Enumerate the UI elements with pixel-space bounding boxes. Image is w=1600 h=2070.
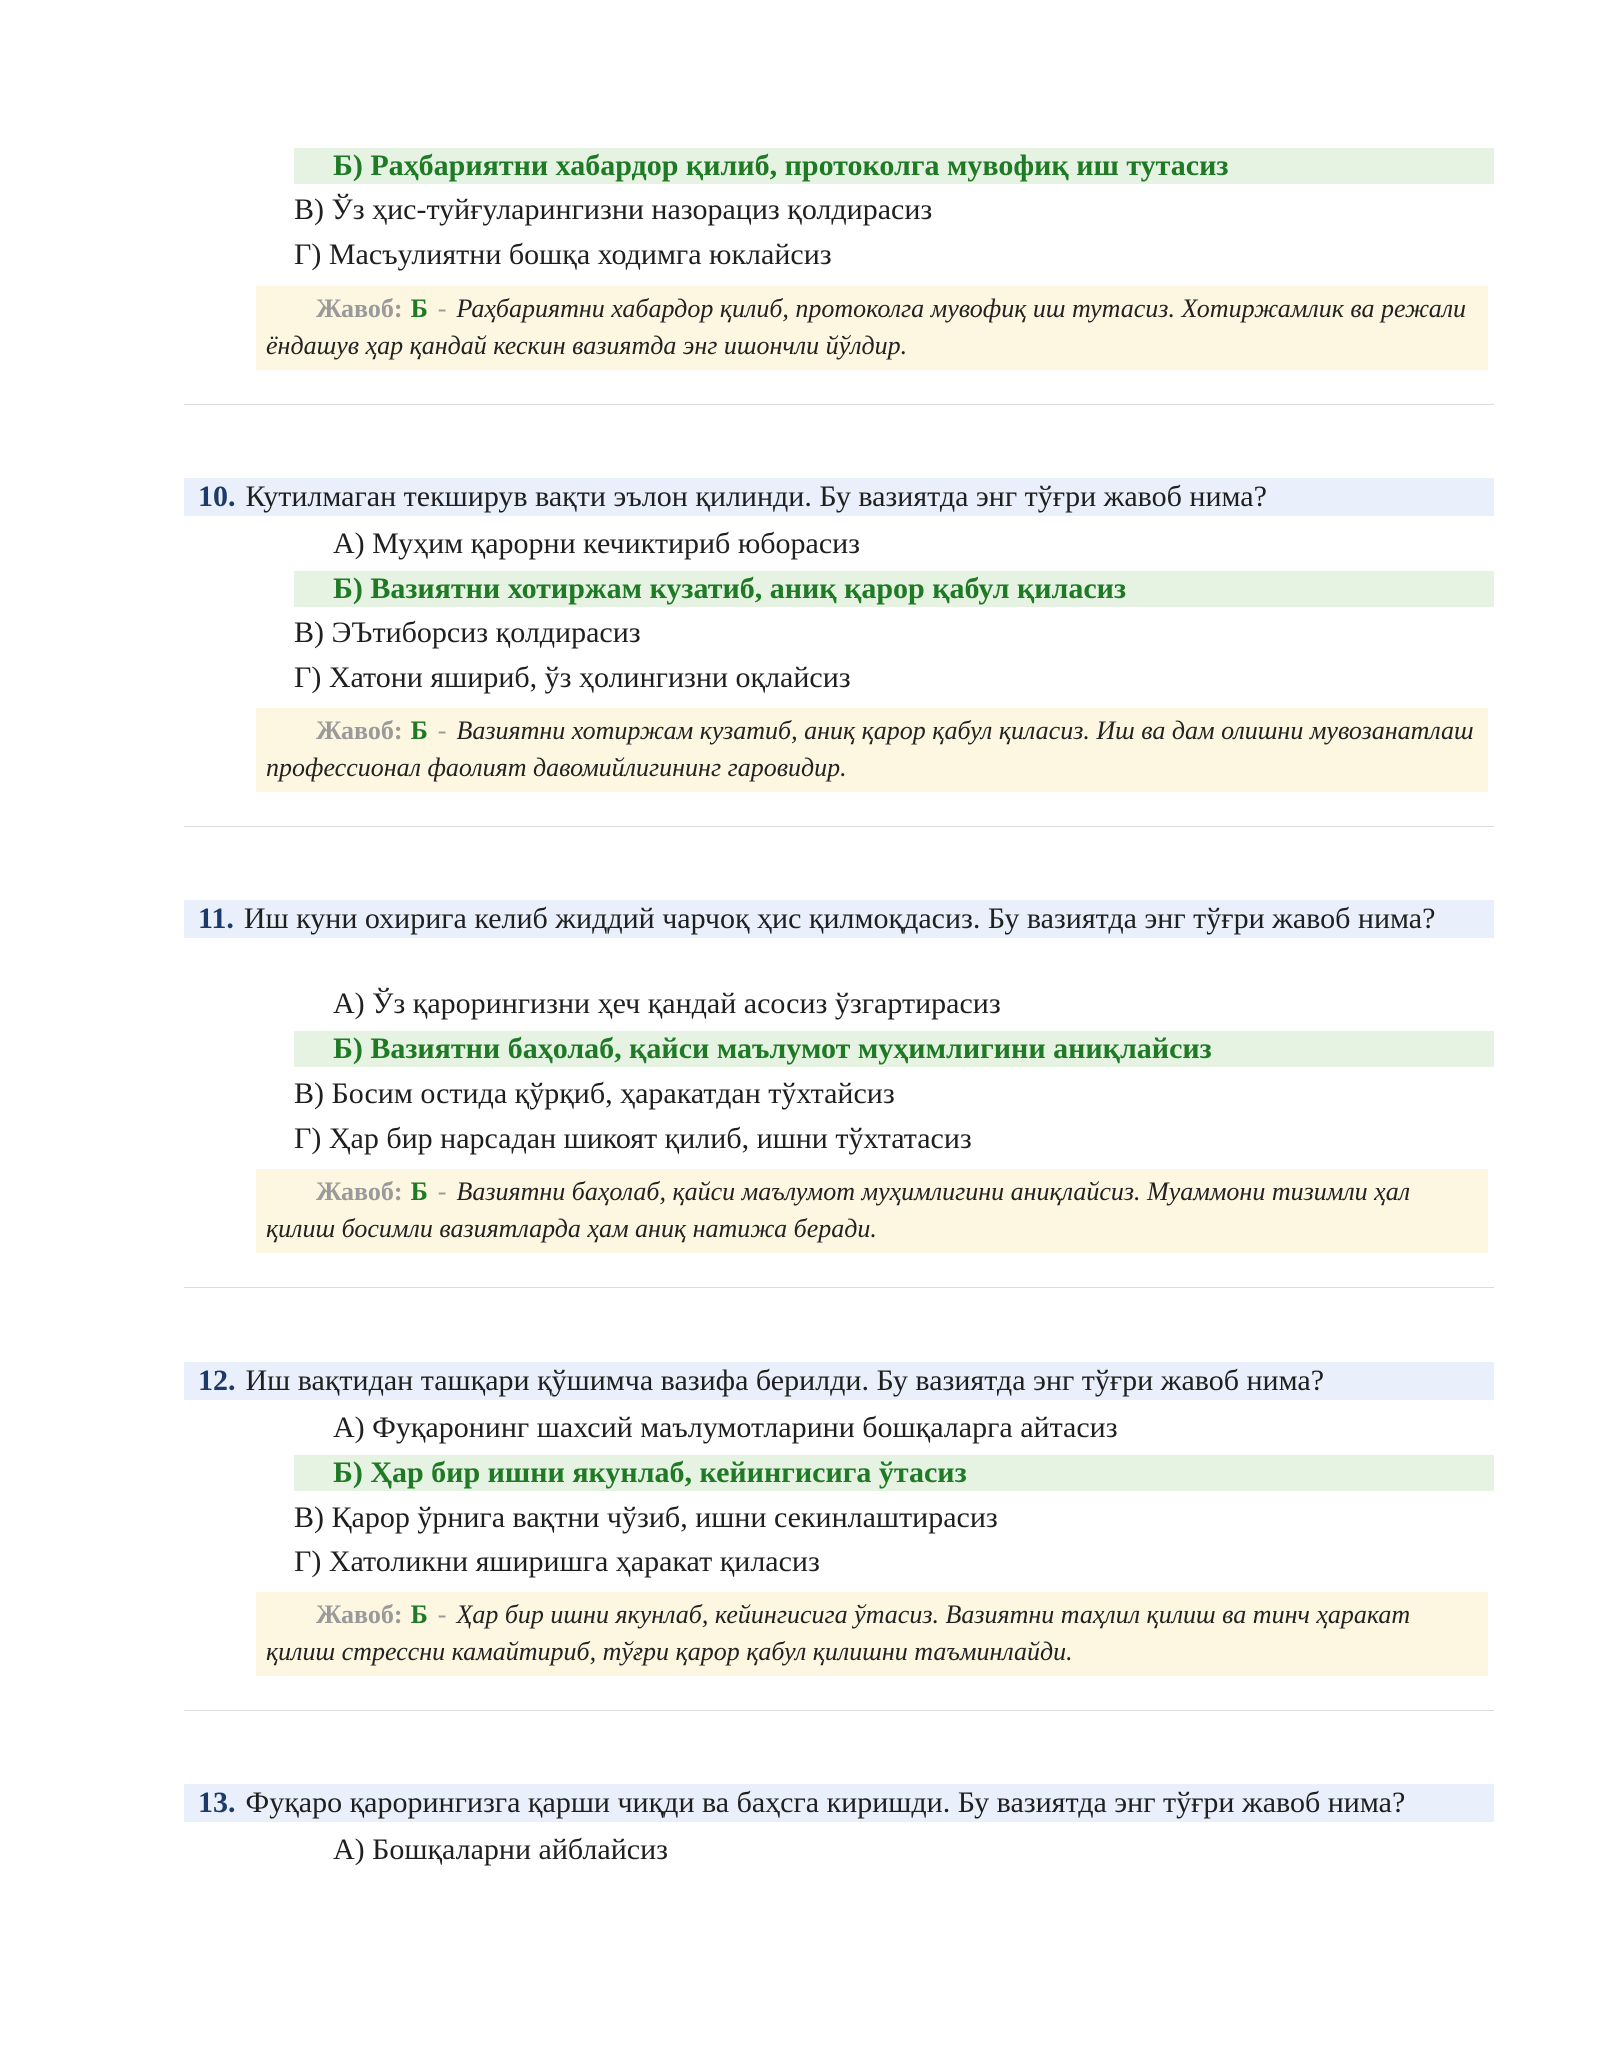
option-b-correct: Б) Вазиятни баҳолаб, қайси маълумот муҳимлигини аниқлайсиз [294,1031,1494,1067]
answer-box [256,1169,1488,1253]
answer-letter: Б [410,716,428,745]
question-title [184,900,1494,938]
question-number: 11. [198,902,234,935]
question-text: Кутилмаган текширув вақти эълон қилинди. Бу вазиятда энг тўғри жавоб нима? [245,480,1267,513]
answer-label: Жавоб: [316,1177,403,1206]
option-a: А) Фуқаронинг шахсий маълумотларини бошқаларга айтасиз [333,1411,1118,1444]
option-v: В) ЭЪтиборсиз қолдирасиз [294,616,641,649]
answer-text: Вазиятни хотиржам кузатиб, аниқ қарор қабул қиласиз. Иш ва дам олишни мувозанатлаш профессионал фаолият давомийлигининг гаровидир. [266,716,1474,782]
option-b-correct: Б) Вазиятни хотиржам кузатиб, аниқ қарор қабул қиласиз [294,571,1494,607]
option-g: Г) Хатони яшириб, ўз ҳолингизни оқлайсиз [294,661,851,694]
answer-text: Раҳбариятни хабардор қилиб, протоколга мувофиқ иш тутасиз. Хотиржамлик ва режали ёндашув ҳар қандай кескин вазиятда энг ишончли йўлдир. [266,294,1467,360]
divider [184,1710,1494,1711]
question-number: 12. [198,1364,236,1397]
option-v: В) Ўз ҳис-туйғуларингизни назорациз қолдирасиз [294,193,933,226]
divider [184,404,1494,405]
answer-letter: Б [410,294,428,323]
option-v: В) Қарор ўрнига вақтни чўзиб, ишни секинлаштирасиз [294,1501,998,1534]
option-a: А) Муҳим қарорни кечиктириб юборасиз [333,527,861,560]
option-a: А) Ўз қарорингизни ҳеч қандай асосиз ўзгартирасиз [333,987,1001,1020]
question-text: Иш куни охирига келиб жиддий чарчоқ ҳис қилмоқдасиз. Бу вазиятда энг тўғри жавоб нима? [243,902,1436,935]
answer-label: Жавоб: [316,294,403,323]
question-title [184,478,1494,516]
divider [184,826,1494,827]
answer-text: Вазиятни баҳолаб, қайси маълумот муҳимлигини аниқлайсиз. Муаммони тизимли ҳал қилиш босимли вазиятларда ҳам аниқ натижа беради. [266,1177,1411,1243]
answer-box [256,286,1488,370]
answer-text: Ҳар бир ишни якунлаб, кейингисига ўтасиз. Вазиятни таҳлил қилиш ва тинч ҳаракат қилиш стрессни камайтириб, тўғри қарор қабул қилишни таъминлайди. [266,1600,1411,1666]
answer-box [256,1592,1488,1676]
answer-label: Жавоб: [316,1600,403,1629]
question-title [184,1784,1494,1822]
option-g: Г) Ҳар бир нарсадан шикоят қилиб, ишни тўхтатасиз [294,1122,972,1155]
option-g: Г) Хатоликни яширишга ҳаракат қиласиз [294,1545,820,1578]
answer-dash: - [437,1600,447,1629]
answer-dash: - [437,716,447,745]
question-number: 10. [198,480,236,513]
divider [184,1287,1494,1288]
question-text: Фуқаро қарорингизга қарши чиқди ва баҳсга киришди. Бу вазиятда энг тўғри жавоб нима? [245,1786,1406,1819]
option-a: А) Бошқаларни айблайсиз [333,1833,668,1866]
question-text: Иш вақтидан ташқари қўшимча вазифа берилди. Бу вазиятда энг тўғри жавоб нима? [245,1364,1325,1397]
option-b-correct: Б) Раҳбариятни хабардор қилиб, протоколга мувофиқ иш тутасиз [294,148,1494,184]
option-g: Г) Масъулиятни бошқа ходимга юклайсиз [294,238,832,271]
question-title [184,1362,1494,1400]
option-v: В) Босим остида қўрқиб, ҳаракатдан тўхтайсиз [294,1077,895,1110]
answer-letter: Б [410,1600,428,1629]
question-number: 13. [198,1786,236,1819]
answer-box [256,708,1488,792]
answer-letter: Б [410,1177,428,1206]
answer-label: Жавоб: [316,716,403,745]
option-b-correct: Б) Ҳар бир ишни якунлаб, кейингисига ўтасиз [294,1455,1494,1491]
answer-dash: - [437,294,447,323]
answer-dash: - [437,1177,447,1206]
